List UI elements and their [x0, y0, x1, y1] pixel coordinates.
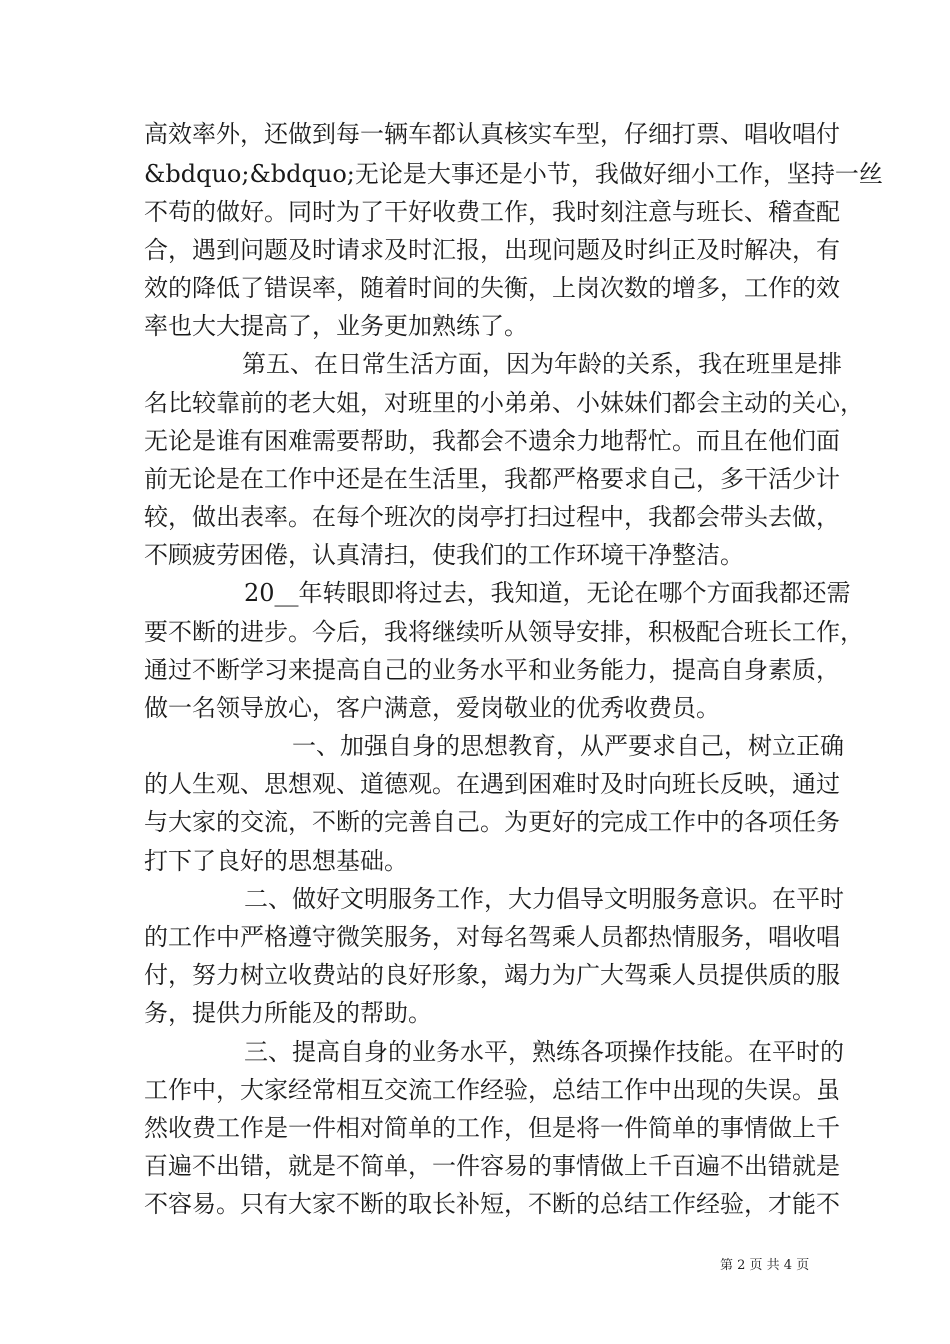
body-line: 不苟的做好。同时为了干好收费工作，我时刻注意与班长、稽查配 — [144, 198, 840, 226]
page-number-footer: 第 2 页 共 4 页 — [720, 1258, 810, 1273]
body-line: 前无论是在工作中还是在生活里，我都严格要求自己，多干活少计 — [144, 465, 840, 493]
body-line: 无论是谁有困难需要帮助，我都会不遗余力地帮忙。而且在他们面 — [144, 427, 840, 455]
body-line: 高效率外，还做到每一辆车都认真核实车型，仔细打票、唱收唱付 — [144, 120, 840, 148]
body-line: 的人生观、思想观、道德观。在遇到困难时及时向班长反映，通过 — [144, 770, 840, 798]
body-line: 通过不断学习来提高自己的业务水平和业务能力，提高自身素质， — [144, 656, 840, 684]
body-line: 与大家的交流，不断的完善自己。为更好的完成工作中的各项任务 — [144, 808, 840, 836]
body-line: 不容易。只有大家不断的取长补短，不断的总结工作经验，才能不 — [144, 1190, 840, 1218]
body-line: 工作中，大家经常相互交流工作经验，总结工作中出现的失误。虽 — [144, 1076, 840, 1104]
body-line: 合，遇到问题及时请求及时汇报，出现问题及时纠正及时解决，有 — [144, 236, 840, 264]
body-line: 较，做出表率。在每个班次的岗亭打扫过程中，我都会带头去做， — [144, 503, 840, 531]
body-line: 三、提高自身的业务水平，熟练各项操作技能。在平时的 — [244, 1038, 844, 1066]
body-line: 不顾疲劳困倦，认真清扫，使我们的工作环境干净整洁。 — [144, 541, 744, 569]
body-line: 效的降低了错误率，随着时间的失衡，上岗次数的增多，工作的效 — [144, 274, 840, 302]
body-line: 要不断的进步。今后，我将继续听从领导安排，积极配合班长工作， — [144, 618, 864, 646]
body-line: 做一名领导放心，客户满意，爱岗敬业的优秀收费员。 — [144, 694, 720, 722]
body-line: 名比较靠前的老大姐，对班里的小弟弟、小妹妹们都会主动的关心， — [144, 389, 864, 417]
body-line: 然收费工作是一件相对简单的工作，但是将一件简单的事情做上千 — [144, 1114, 840, 1142]
body-line: 的工作中严格遵守微笑服务，对每名驾乘人员都热情服务，唱收唱 — [144, 923, 840, 951]
body-line: 二、做好文明服务工作，大力倡导文明服务意识。在平时 — [244, 885, 844, 913]
body-line: 第五、在日常生活方面，因为年龄的关系，我在班里是排 — [242, 350, 842, 378]
body-line: 率也大大提高了，业务更加熟练了。 — [144, 312, 528, 340]
body-line: 打下了良好的思想基础。 — [144, 847, 408, 875]
body-line: 一、加强自身的思想教育，从严要求自己，树立正确 — [292, 732, 844, 760]
body-line: 20__年转眼即将过去，我知道，无论在哪个方面我都还需 — [244, 579, 851, 607]
body-line: 百遍不出错，就是不简单，一件容易的事情做上千百遍不出错就是 — [144, 1152, 840, 1180]
body-line: &bdquo;&bdquo;无论是大事还是小节，我做好细小工作，坚持一丝 — [144, 160, 883, 188]
body-line: 务，提供力所能及的帮助。 — [144, 999, 432, 1027]
body-line: 付，努力树立收费站的良好形象，竭力为广大驾乘人员提供质的服 — [144, 961, 840, 989]
